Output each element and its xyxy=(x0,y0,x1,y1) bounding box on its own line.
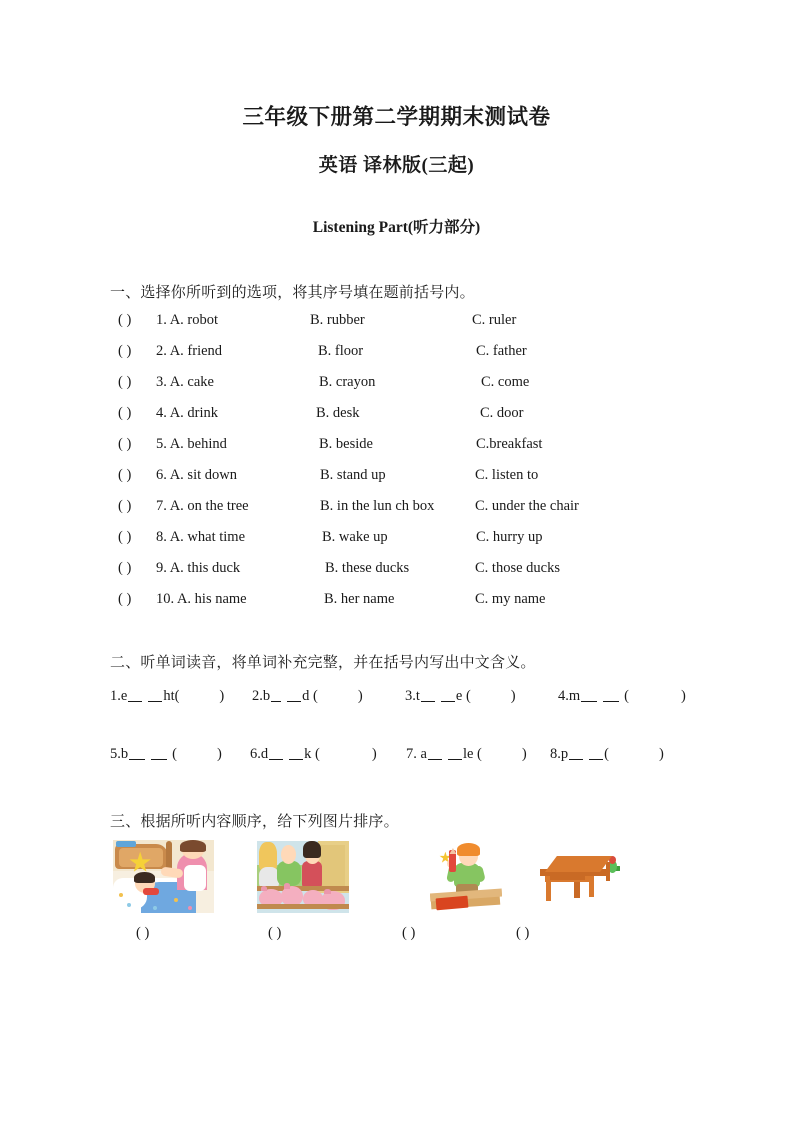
option-a: 5. A. behind xyxy=(156,436,227,452)
answer-paren[interactable]: ( ) xyxy=(118,591,132,607)
option-c: C. my name xyxy=(475,591,546,607)
picture-table-with-bird xyxy=(540,840,620,913)
section-2-heading: 二、听单词读音，将单词补充完整，并在括号内写出中文含义。 xyxy=(110,655,536,671)
option-b: B. wake up xyxy=(322,529,388,545)
option-c: C. father xyxy=(476,343,527,359)
answer-paren[interactable]: ( ) xyxy=(118,560,132,576)
answer-paren[interactable]: ( ) xyxy=(118,312,132,328)
option-c: C. hurry up xyxy=(476,529,543,545)
page-title: 三年级下册第二学期期末测试卷 xyxy=(242,105,551,129)
answer-paren[interactable]: ( ) xyxy=(118,343,132,359)
blank-item-2[interactable]: 2.b d ( ) xyxy=(252,688,363,704)
option-b: B. beside xyxy=(319,436,373,452)
section-1-heading: 一、选择你所听到的选项，将其序号填在题前括号内。 xyxy=(110,285,475,301)
option-c: C. those ducks xyxy=(475,560,560,576)
picture-answer-4[interactable]: ( ) xyxy=(516,925,530,941)
option-a: 1. A. robot xyxy=(156,312,219,328)
choice-row xyxy=(110,498,710,520)
option-c: C. listen to xyxy=(475,467,539,483)
answer-paren[interactable]: ( ) xyxy=(118,498,132,514)
option-a: 7. A. on the tree xyxy=(156,498,249,514)
choice-row xyxy=(110,436,710,458)
answer-paren[interactable]: ( ) xyxy=(118,467,132,483)
option-b: B. desk xyxy=(316,405,360,421)
choice-row xyxy=(110,560,710,582)
blank-item-7[interactable]: 7. a le ( ) xyxy=(406,746,527,762)
blank-item-6[interactable]: 6.d k ( ) xyxy=(250,746,377,762)
choice-row xyxy=(110,591,710,613)
picture-answer-1[interactable]: ( ) xyxy=(136,925,150,941)
page-subtitle: 英语 译林版(三起) xyxy=(318,155,475,176)
choice-row xyxy=(110,312,710,334)
option-b: B. crayon xyxy=(319,374,376,390)
blank-item-3[interactable]: 3.t e ( ) xyxy=(405,688,516,704)
option-a: 2. A. friend xyxy=(156,343,223,359)
picture-answer-3[interactable]: ( ) xyxy=(402,925,416,941)
option-c: C. under the chair xyxy=(475,498,579,514)
picture-boy-with-crayon xyxy=(430,840,502,913)
listening-part-title: Listening Part(听力部分) xyxy=(312,219,481,236)
option-b: B. in the lun ch box xyxy=(320,498,435,514)
answer-paren[interactable]: ( ) xyxy=(118,374,132,390)
answer-paren[interactable]: ( ) xyxy=(118,529,132,545)
option-a: 9. A. this duck xyxy=(156,560,241,576)
option-a: 6. A. sit down xyxy=(156,467,237,483)
answer-paren[interactable]: ( ) xyxy=(118,436,132,452)
choice-row xyxy=(110,343,710,365)
choice-row xyxy=(110,405,710,427)
option-c: C.breakfast xyxy=(476,436,543,452)
option-b: B. her name xyxy=(324,591,395,607)
option-a: 8. A. what time xyxy=(156,529,246,545)
option-c: C. door xyxy=(480,405,524,421)
choice-row xyxy=(110,529,710,551)
option-a: 3. A. cake xyxy=(156,374,214,390)
choice-row xyxy=(110,467,710,489)
picture-answer-2[interactable]: ( ) xyxy=(268,925,282,941)
blank-item-8[interactable]: 8.p ( ) xyxy=(550,746,664,762)
option-c: C. ruler xyxy=(472,312,517,328)
option-a: 4. A. drink xyxy=(156,405,219,421)
option-b: B. stand up xyxy=(320,467,386,483)
blank-item-5[interactable]: 5.b ( ) xyxy=(110,746,222,762)
section-3-heading: 三、根据所听内容顺序，给下列图片排序。 xyxy=(110,814,399,830)
option-b: B. rubber xyxy=(310,312,365,328)
option-a: 10. A. his name xyxy=(156,591,247,607)
picture-mother-waking-child xyxy=(113,840,214,913)
answer-paren[interactable]: ( ) xyxy=(118,405,132,421)
blank-item-1[interactable]: 1.e ht( ) xyxy=(110,688,225,704)
option-b: B. these ducks xyxy=(325,560,410,576)
option-b: B. floor xyxy=(318,343,364,359)
choice-row xyxy=(110,374,710,396)
blank-item-4[interactable]: 4.m ( ) xyxy=(558,688,686,704)
option-c: C. come xyxy=(481,374,530,390)
picture-children-and-pigs xyxy=(257,841,349,913)
